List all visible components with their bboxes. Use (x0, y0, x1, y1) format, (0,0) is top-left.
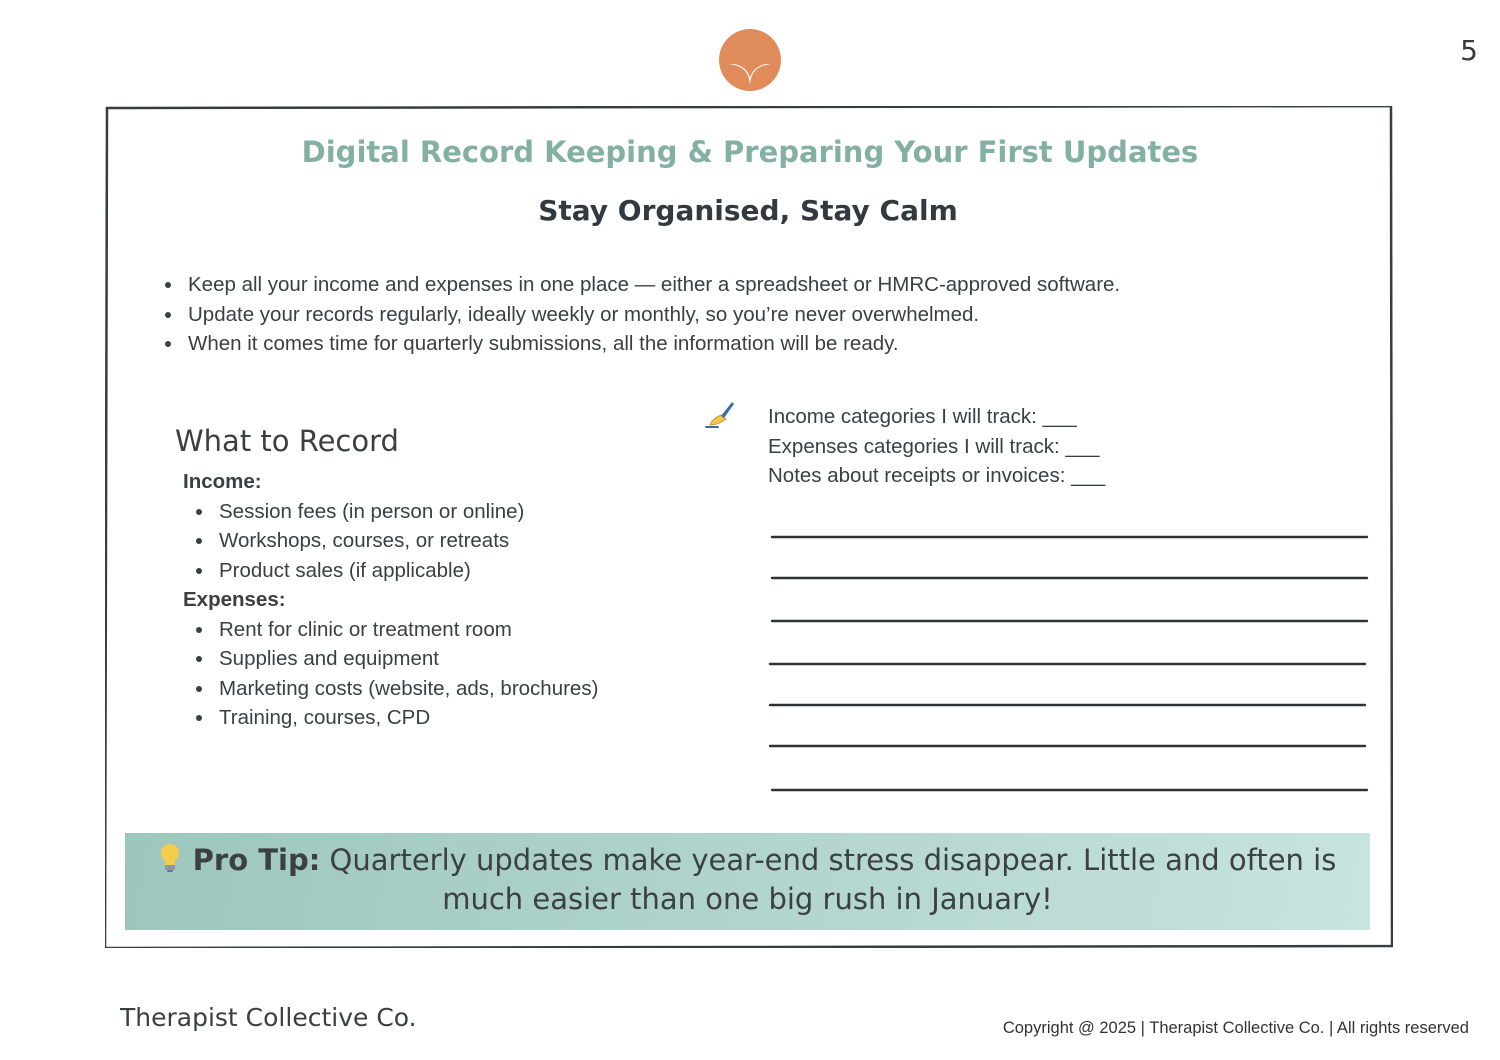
page-number: 5 (1460, 34, 1478, 67)
footer-brand: Therapist Collective Co. (120, 1003, 417, 1032)
income-item: Session fees (in person or online) (191, 497, 598, 527)
reflection-prompts (768, 402, 1105, 491)
income-label: Income: (183, 470, 262, 493)
income-item: Product sales (if applicable) (191, 556, 598, 586)
page-subtitle: Stay Organised, Stay Calm (538, 194, 958, 227)
intro-bullet: When it comes time for quarterly submissions, all the information will be ready. (160, 329, 1120, 359)
pro-tip-label: Pro Tip: (192, 843, 321, 877)
expense-item: Supplies and equipment (191, 644, 598, 674)
footer-copyright: Copyright @ 2025 | Therapist Collective Co. | All rights reserved (1002, 1019, 1469, 1037)
income-list (183, 497, 598, 586)
expense-item: Training, courses, CPD (191, 703, 598, 733)
page-title: Digital Record Keeping & Preparing Your First Updates (301, 135, 1199, 169)
intro-bullet-list (160, 270, 1120, 359)
prompt-receipt-notes: Notes about receipts or invoices: ___ (768, 464, 1106, 487)
pro-tip-text (125, 841, 1370, 919)
expenses-label: Expenses: (183, 588, 286, 611)
intro-bullet: Update your records regularly, ideally weekly or monthly, so you’re never overwhelmed. (160, 300, 1120, 330)
what-to-record-heading: What to Record (175, 424, 399, 458)
pro-tip-banner (125, 833, 1370, 930)
prompt-expense-categories: Expenses categories I will track: ___ (768, 434, 1100, 458)
expense-item: Rent for clinic or treatment room (191, 615, 598, 645)
prompt-income-categories: Income categories I will track: ___ (768, 405, 1077, 428)
writing-hand-icon (704, 398, 736, 430)
writing-lines (768, 520, 1370, 800)
leaf-logo-icon (718, 28, 782, 92)
what-to-record-section (183, 467, 598, 733)
pro-tip-line-2: much easier than one big rush in January! (442, 882, 1053, 916)
light-bulb-icon (159, 843, 181, 873)
expense-item: Marketing costs (website, ads, brochures) (191, 674, 598, 704)
pro-tip-line-1: Quarterly updates make year-end stress disappear. Little and often is (320, 843, 1337, 877)
intro-bullet: Keep all your income and expenses in one place — either a spreadsheet or HMRC-approved software. (160, 270, 1120, 300)
income-item: Workshops, courses, or retreats (191, 526, 598, 556)
expenses-list (183, 615, 598, 733)
